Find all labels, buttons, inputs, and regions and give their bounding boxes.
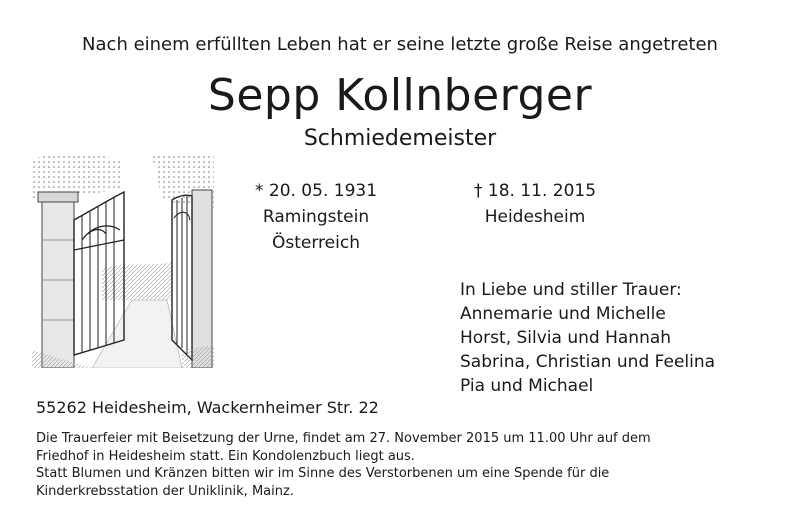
birth-date: * 20. 05. 1931 xyxy=(254,181,378,201)
mourners-block xyxy=(460,278,715,398)
birth-country: Österreich xyxy=(272,233,360,253)
open-gate-illustration xyxy=(32,150,214,368)
mourner-line: Annemarie und Michelle xyxy=(460,304,666,324)
notice-line: Die Trauerfeier mit Beisetzung der Urne, findet am 27. November 2015 um 11.00 Uhr auf dem xyxy=(36,431,651,446)
address: 55262 Heidesheim, Wackernheimer Str. 22 xyxy=(36,398,379,417)
notice-line: Kinderkrebsstation der Uniklinik, Mainz. xyxy=(36,483,294,499)
mourner-line: Pia und Michael xyxy=(460,376,594,396)
birth-block xyxy=(246,178,386,256)
death-block xyxy=(470,178,600,230)
death-place: Heidesheim xyxy=(484,207,586,227)
death-date: † 18. 11. 2015 xyxy=(473,181,597,201)
mourner-line: Horst, Silvia und Hannah xyxy=(460,328,672,348)
notice-line: Friedhof in Heidesheim statt. Ein Kondolenzbuch liegt aus. xyxy=(36,448,415,464)
intro-line: Nach einem erfüllten Leben hat er seine letzte große Reise angetreten xyxy=(82,34,718,55)
notice-line: Statt Blumen und Kränzen bitten wir im Sinne des Verstorbenen um eine Spende für die xyxy=(36,466,610,481)
mourners-heading: In Liebe und stiller Trauer: xyxy=(460,280,682,300)
profession: Schmiedemeister xyxy=(303,126,497,151)
mourner-line: Sabrina, Christian und Feelina xyxy=(460,352,716,372)
birth-place: Ramingstein xyxy=(262,207,370,227)
funeral-notice xyxy=(36,430,776,500)
deceased-name: Sepp Kollnberger xyxy=(207,70,593,121)
